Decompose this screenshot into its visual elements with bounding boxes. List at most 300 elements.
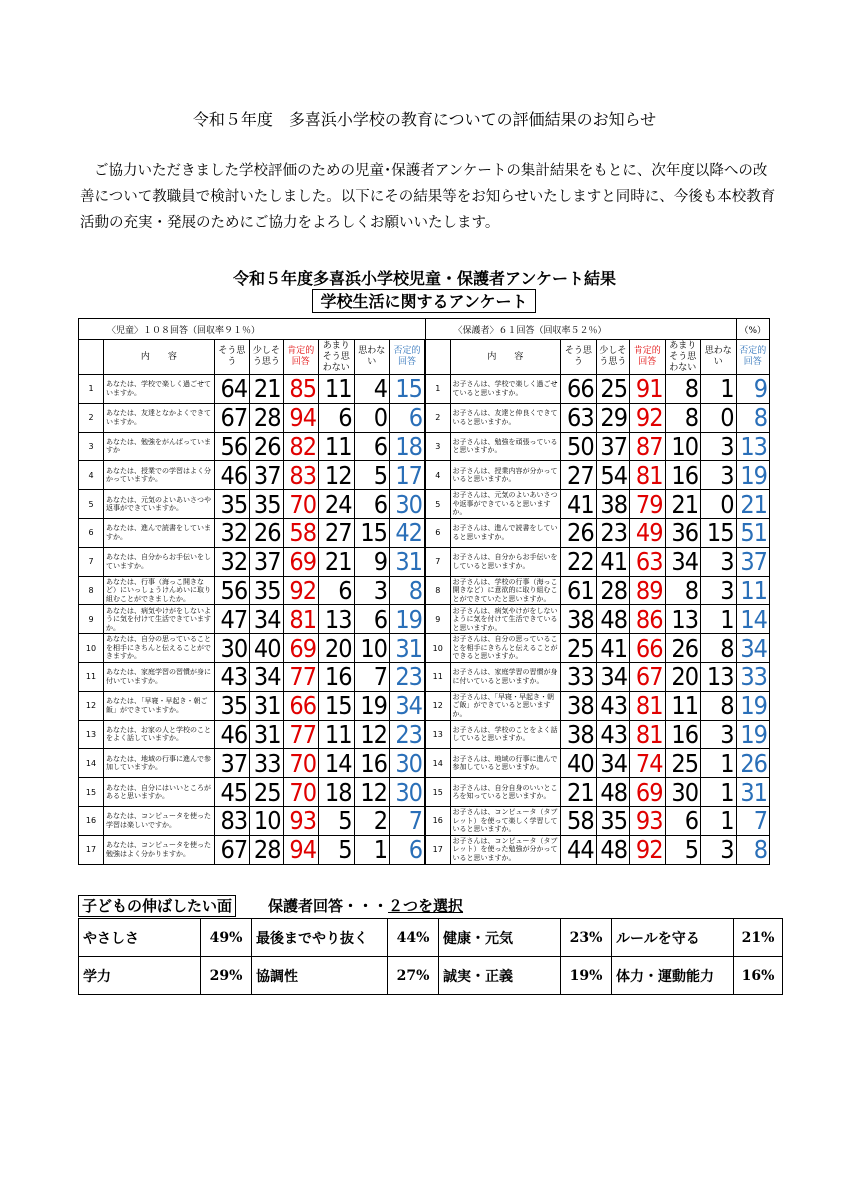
growth-label: やさしさ	[79, 919, 201, 957]
child-value: 6	[319, 403, 354, 432]
row-number: 2	[79, 403, 104, 432]
parent-question: お子さんは、家庭学習の習慣が身に付いていると思いますか。	[450, 662, 561, 691]
parent-value: 8	[665, 403, 700, 432]
parent-value: 34	[596, 749, 629, 778]
child-value: 77	[283, 720, 318, 749]
child-value: 26	[250, 432, 283, 461]
parent-value: 49	[630, 518, 665, 547]
header-content: 内 容	[450, 340, 561, 375]
growth-table	[78, 918, 783, 995]
parent-value: 38	[596, 490, 629, 519]
parent-value: 30	[665, 778, 700, 807]
child-value: 94	[283, 835, 318, 864]
table-row	[79, 576, 770, 605]
header-negative: 否定的回答	[736, 340, 769, 375]
child-value: 35	[250, 490, 283, 519]
child-question: あなたは、進んで読書をしていますか。	[104, 518, 215, 547]
child-value: 30	[214, 634, 249, 663]
child-value: 7	[354, 662, 389, 691]
child-value: 43	[214, 662, 249, 691]
parent-value: 28	[596, 576, 629, 605]
child-value: 11	[319, 375, 354, 404]
parent-question: お子さんは、勉強を頑張っていると思いますか。	[450, 432, 561, 461]
row-number: 16	[425, 806, 450, 835]
child-value: 69	[283, 547, 318, 576]
parent-question: お子さんは、元気のよいあいさつや返事ができていると思いますか。	[450, 490, 561, 519]
parent-value: 27	[561, 461, 596, 490]
child-value: 83	[214, 806, 249, 835]
growth-percent: 23%	[561, 919, 612, 957]
parent-value: 21	[736, 490, 769, 519]
parent-value: 43	[596, 691, 629, 720]
row-number: 11	[79, 662, 104, 691]
parent-value: 20	[665, 662, 700, 691]
children-response-count: 〈児童〉１０８回答（回収率９１％）	[79, 319, 426, 340]
parent-value: 41	[596, 634, 629, 663]
child-value: 58	[283, 518, 318, 547]
child-value: 56	[214, 432, 249, 461]
child-question: あなたは、自分にはいいところがあると思いますか。	[104, 778, 215, 807]
child-question: あなたは、元気のよいあいさつや返事ができていますか。	[104, 490, 215, 519]
child-value: 67	[214, 835, 249, 864]
row-number: 14	[79, 749, 104, 778]
child-value: 8	[390, 576, 426, 605]
parent-value: 8	[701, 691, 737, 720]
parent-value: 15	[701, 518, 737, 547]
parent-value: 48	[596, 778, 629, 807]
row-number: 6	[425, 518, 450, 547]
child-value: 12	[319, 461, 354, 490]
child-value: 35	[214, 691, 249, 720]
child-value: 10	[250, 806, 283, 835]
growth-note	[268, 895, 463, 917]
child-value: 17	[390, 461, 426, 490]
row-number: 9	[79, 605, 104, 634]
row-number: 8	[425, 576, 450, 605]
parent-value: 34	[596, 662, 629, 691]
parent-value: 10	[665, 432, 700, 461]
child-value: 82	[283, 432, 318, 461]
parent-question: お子さんは、友達と仲良くできていると思いますか。	[450, 403, 561, 432]
child-value: 46	[214, 720, 249, 749]
table-row	[79, 749, 770, 778]
child-value: 12	[354, 720, 389, 749]
parent-value: 37	[736, 547, 769, 576]
child-value: 6	[390, 403, 426, 432]
unit-label: （%）	[736, 319, 769, 340]
row-number: 13	[425, 720, 450, 749]
child-value: 40	[250, 634, 283, 663]
row-number: 3	[425, 432, 450, 461]
parent-value: 8	[736, 835, 769, 864]
child-value: 19	[354, 691, 389, 720]
header-agree: そう思う	[561, 340, 596, 375]
growth-note-underlined: ２つを選択	[388, 897, 464, 915]
row-number: 1	[425, 375, 450, 404]
header-positive: 肯定的回答	[283, 340, 318, 375]
row-number: 12	[425, 691, 450, 720]
parent-value: 74	[630, 749, 665, 778]
parent-value: 44	[561, 835, 596, 864]
child-value: 30	[390, 778, 426, 807]
header-somewhat: 少しそう思う	[250, 340, 283, 375]
child-value: 7	[390, 806, 426, 835]
parent-question: お子さんは、病気やけがをしないように気を付けて生活できていると思いますか。	[450, 605, 561, 634]
row-number: 7	[425, 547, 450, 576]
child-question: あなたは、「早寝・早起き・朝ご飯」ができていますか。	[104, 691, 215, 720]
growth-percent: 29%	[201, 957, 252, 995]
parent-question: お子さんは、学校で楽しく過ごせていると思いますか。	[450, 375, 561, 404]
growth-label: 体力・運動能力	[612, 957, 734, 995]
child-value: 15	[354, 518, 389, 547]
child-value: 94	[283, 403, 318, 432]
parent-value: 43	[596, 720, 629, 749]
child-value: 56	[214, 576, 249, 605]
parent-value: 40	[561, 749, 596, 778]
child-value: 67	[214, 403, 249, 432]
child-value: 12	[354, 778, 389, 807]
child-value: 34	[250, 605, 283, 634]
child-value: 37	[214, 749, 249, 778]
parent-value: 25	[561, 634, 596, 663]
parent-value: 48	[596, 835, 629, 864]
parent-value: 26	[665, 634, 700, 663]
growth-label: 協調性	[252, 957, 388, 995]
child-value: 6	[354, 605, 389, 634]
parent-value: 66	[630, 634, 665, 663]
header-agree: そう思う	[214, 340, 249, 375]
row-number: 15	[425, 778, 450, 807]
parent-value: 8	[665, 576, 700, 605]
parent-value: 48	[596, 605, 629, 634]
child-value: 25	[250, 778, 283, 807]
row-number: 9	[425, 605, 450, 634]
child-value: 66	[283, 691, 318, 720]
child-value: 11	[319, 432, 354, 461]
child-value: 34	[250, 662, 283, 691]
child-question: あなたは、お家の人と学校のことをよく話していますか。	[104, 720, 215, 749]
parent-value: 58	[561, 806, 596, 835]
table-row	[79, 432, 770, 461]
parent-value: 63	[561, 403, 596, 432]
parent-value: 37	[596, 432, 629, 461]
child-value: 37	[250, 547, 283, 576]
row-number: 3	[79, 432, 104, 461]
table-row	[79, 634, 770, 663]
child-value: 10	[354, 634, 389, 663]
row-number: 5	[425, 490, 450, 519]
parent-value: 69	[630, 778, 665, 807]
row-number: 11	[425, 662, 450, 691]
child-value: 70	[283, 778, 318, 807]
parent-value: 31	[736, 778, 769, 807]
parent-value: 79	[630, 490, 665, 519]
child-question: あなたは、学校で楽しく過ごせていますか。	[104, 375, 215, 404]
intro-paragraph: ご協力いただきました学校評価のための児童･保護者アンケートの集計結果をもとに、次年度以降への改善について教職員で検討いたしました。以下にその結果等をお知らせいたしますと同時に、今後も本校教育活動の充実・発展のためにご協力をよろしくお願いいたします。	[80, 163, 776, 231]
parent-value: 8	[736, 403, 769, 432]
parent-value: 7	[736, 806, 769, 835]
parent-value: 0	[701, 490, 737, 519]
parent-value: 81	[630, 691, 665, 720]
parent-value: 54	[596, 461, 629, 490]
parent-value: 1	[701, 806, 737, 835]
parent-value: 8	[665, 375, 700, 404]
child-value: 47	[214, 605, 249, 634]
header-positive: 肯定的回答	[630, 340, 665, 375]
child-question: あなたは、自分からお手伝いをしていますか。	[104, 547, 215, 576]
parent-value: 3	[701, 547, 737, 576]
growth-row	[79, 919, 783, 957]
parent-value: 21	[561, 778, 596, 807]
row-number: 17	[425, 835, 450, 864]
row-number: 7	[79, 547, 104, 576]
child-question: あなたは、勉強をがんばっていますか	[104, 432, 215, 461]
child-value: 70	[283, 490, 318, 519]
child-value: 77	[283, 662, 318, 691]
child-value: 18	[390, 432, 426, 461]
row-number: 16	[79, 806, 104, 835]
child-value: 46	[214, 461, 249, 490]
child-value: 6	[354, 432, 389, 461]
child-value: 30	[390, 749, 426, 778]
child-value: 70	[283, 749, 318, 778]
parent-value: 3	[701, 576, 737, 605]
growth-percent: 16%	[734, 957, 783, 995]
parent-value: 67	[630, 662, 665, 691]
table-row	[79, 806, 770, 835]
header-not-much: あまりそう思わない	[319, 340, 354, 375]
child-question: あなたは、家庭学習の習慣が身に付いていますか。	[104, 662, 215, 691]
parent-value: 81	[630, 720, 665, 749]
parent-question: お子さんは、学校のことをよく話していると思いますか。	[450, 720, 561, 749]
child-value: 28	[250, 835, 283, 864]
parent-value: 66	[561, 375, 596, 404]
parent-value: 3	[701, 432, 737, 461]
parent-value: 33	[736, 662, 769, 691]
table-row	[79, 605, 770, 634]
child-value: 45	[214, 778, 249, 807]
header-disagree: 思わない	[354, 340, 389, 375]
parent-value: 89	[630, 576, 665, 605]
row-number: 8	[79, 576, 104, 605]
table-row	[79, 547, 770, 576]
child-value: 32	[214, 518, 249, 547]
child-value: 21	[250, 375, 283, 404]
parent-value: 3	[701, 720, 737, 749]
parent-value: 93	[630, 806, 665, 835]
child-value: 5	[354, 461, 389, 490]
row-number: 4	[79, 461, 104, 490]
child-value: 3	[354, 576, 389, 605]
child-value: 33	[250, 749, 283, 778]
child-value: 31	[250, 720, 283, 749]
child-value: 16	[319, 662, 354, 691]
child-value: 81	[283, 605, 318, 634]
parent-value: 22	[561, 547, 596, 576]
child-value: 19	[390, 605, 426, 634]
parent-value: 21	[665, 490, 700, 519]
growth-label: 誠実・正義	[439, 957, 561, 995]
child-value: 6	[354, 490, 389, 519]
parent-question: お子さんは、自分自身のいいところを知っていると思いますか。	[450, 778, 561, 807]
child-value: 11	[319, 720, 354, 749]
child-value: 18	[319, 778, 354, 807]
parent-value: 92	[630, 835, 665, 864]
growth-percent: 44%	[388, 919, 439, 957]
child-value: 2	[354, 806, 389, 835]
child-value: 24	[319, 490, 354, 519]
table-row	[79, 720, 770, 749]
child-value: 35	[214, 490, 249, 519]
parent-value: 26	[561, 518, 596, 547]
child-value: 93	[283, 806, 318, 835]
growth-percent: 19%	[561, 957, 612, 995]
parent-value: 13	[665, 605, 700, 634]
parent-question: お子さんは、コンピュータ（タブレット）を使って楽しく学習していると思いますか。	[450, 806, 561, 835]
child-value: 1	[354, 835, 389, 864]
growth-percent: 27%	[388, 957, 439, 995]
row-number: 14	[425, 749, 450, 778]
child-value: 69	[283, 634, 318, 663]
parent-value: 38	[561, 720, 596, 749]
child-value: 32	[214, 547, 249, 576]
child-question: あなたは、友達となかよくできていますか。	[104, 403, 215, 432]
growth-percent: 21%	[734, 919, 783, 957]
survey-subtitle: 学校生活に関するアンケート	[312, 289, 536, 313]
child-value: 5	[319, 806, 354, 835]
parent-value: 38	[561, 605, 596, 634]
parent-value: 87	[630, 432, 665, 461]
table-row	[79, 691, 770, 720]
growth-note-prefix: 保護者回答・・・	[268, 897, 389, 915]
row-number: 1	[79, 375, 104, 404]
parent-value: 5	[665, 835, 700, 864]
parent-value: 81	[630, 461, 665, 490]
parent-value: 25	[665, 749, 700, 778]
parent-question: お子さんは、地域の行事に進んで参加していると思いますか。	[450, 749, 561, 778]
child-value: 15	[390, 375, 426, 404]
child-value: 31	[390, 547, 426, 576]
child-question: あなたは、コンピュータを使った学習は楽しいですか。	[104, 806, 215, 835]
parent-value: 33	[561, 662, 596, 691]
child-value: 42	[390, 518, 426, 547]
growth-label: ルールを守る	[612, 919, 734, 957]
child-value: 15	[319, 691, 354, 720]
parent-value: 0	[701, 403, 737, 432]
parent-question: お子さんは、授業内容が分かっていると思いますか。	[450, 461, 561, 490]
child-value: 26	[250, 518, 283, 547]
parent-value: 25	[596, 375, 629, 404]
row-number: 2	[425, 403, 450, 432]
header-not-much: あまりそう思わない	[665, 340, 700, 375]
child-value: 27	[319, 518, 354, 547]
parent-question: お子さんは、「早寝・早起き・朝ご飯」ができていると思いますか。	[450, 691, 561, 720]
parent-value: 29	[596, 403, 629, 432]
child-value: 13	[319, 605, 354, 634]
row-number: 13	[79, 720, 104, 749]
parent-value: 11	[736, 576, 769, 605]
survey-title: 令和５年度多喜浜小学校児童・保護者アンケート結果	[232, 269, 617, 288]
child-value: 34	[390, 691, 426, 720]
header-negative: 否定的回答	[390, 340, 426, 375]
child-value: 28	[250, 403, 283, 432]
parent-value: 16	[665, 461, 700, 490]
parent-value: 63	[630, 547, 665, 576]
parent-value: 13	[736, 432, 769, 461]
growth-label: 健康・元気	[439, 919, 561, 957]
parent-value: 19	[736, 691, 769, 720]
parent-value: 23	[596, 518, 629, 547]
parent-value: 1	[701, 778, 737, 807]
parent-question: お子さんは、学校の行事（海っこ開きなど）に意欲的に取り組むことができていたと思いますか。	[450, 576, 561, 605]
row-number: 10	[79, 634, 104, 663]
parent-value: 16	[665, 720, 700, 749]
header-row	[79, 340, 770, 375]
parent-value: 1	[701, 375, 737, 404]
parent-value: 41	[561, 490, 596, 519]
child-value: 23	[390, 662, 426, 691]
table-row	[79, 375, 770, 404]
row-number: 6	[79, 518, 104, 547]
parent-value: 8	[701, 634, 737, 663]
row-number: 17	[79, 835, 104, 864]
child-value: 21	[319, 547, 354, 576]
parent-value: 86	[630, 605, 665, 634]
row-number: 12	[79, 691, 104, 720]
table-row	[79, 662, 770, 691]
table-row	[79, 403, 770, 432]
child-value: 31	[390, 634, 426, 663]
parent-value: 3	[701, 835, 737, 864]
growth-label: 学力	[79, 957, 201, 995]
parent-value: 35	[596, 806, 629, 835]
header-somewhat: 少しそう思う	[596, 340, 629, 375]
child-value: 6	[319, 576, 354, 605]
parent-value: 26	[736, 749, 769, 778]
parent-value: 1	[701, 749, 737, 778]
growth-percent: 49%	[201, 919, 252, 957]
parent-question: お子さんは、自分からお手伝いをしていると思いますか。	[450, 547, 561, 576]
parent-value: 1	[701, 605, 737, 634]
parent-value: 6	[665, 806, 700, 835]
parent-value: 61	[561, 576, 596, 605]
child-value: 23	[390, 720, 426, 749]
parent-value: 14	[736, 605, 769, 634]
parent-question: お子さんは、コンピュータ（タブレット）を使った勉強が分かっていると思いますか。	[450, 835, 561, 864]
child-value: 0	[354, 403, 389, 432]
survey-table	[78, 318, 770, 865]
child-question: あなたは、病気やけがをしないように気を付けて生活できていますか。	[104, 605, 215, 634]
growth-title: 子どもの伸ばしたい面	[78, 895, 236, 917]
parent-value: 36	[665, 518, 700, 547]
row-number: 4	[425, 461, 450, 490]
table-row	[79, 778, 770, 807]
parent-value: 9	[736, 375, 769, 404]
parent-value: 19	[736, 720, 769, 749]
parent-value: 34	[665, 547, 700, 576]
child-value: 37	[250, 461, 283, 490]
child-value: 92	[283, 576, 318, 605]
row-number: 5	[79, 490, 104, 519]
parent-value: 19	[736, 461, 769, 490]
child-value: 20	[319, 634, 354, 663]
child-value: 4	[354, 375, 389, 404]
parent-value: 51	[736, 518, 769, 547]
parent-value: 34	[736, 634, 769, 663]
child-question: あなたは、授業での学習はよく分かっていますか。	[104, 461, 215, 490]
child-value: 83	[283, 461, 318, 490]
child-value: 14	[319, 749, 354, 778]
